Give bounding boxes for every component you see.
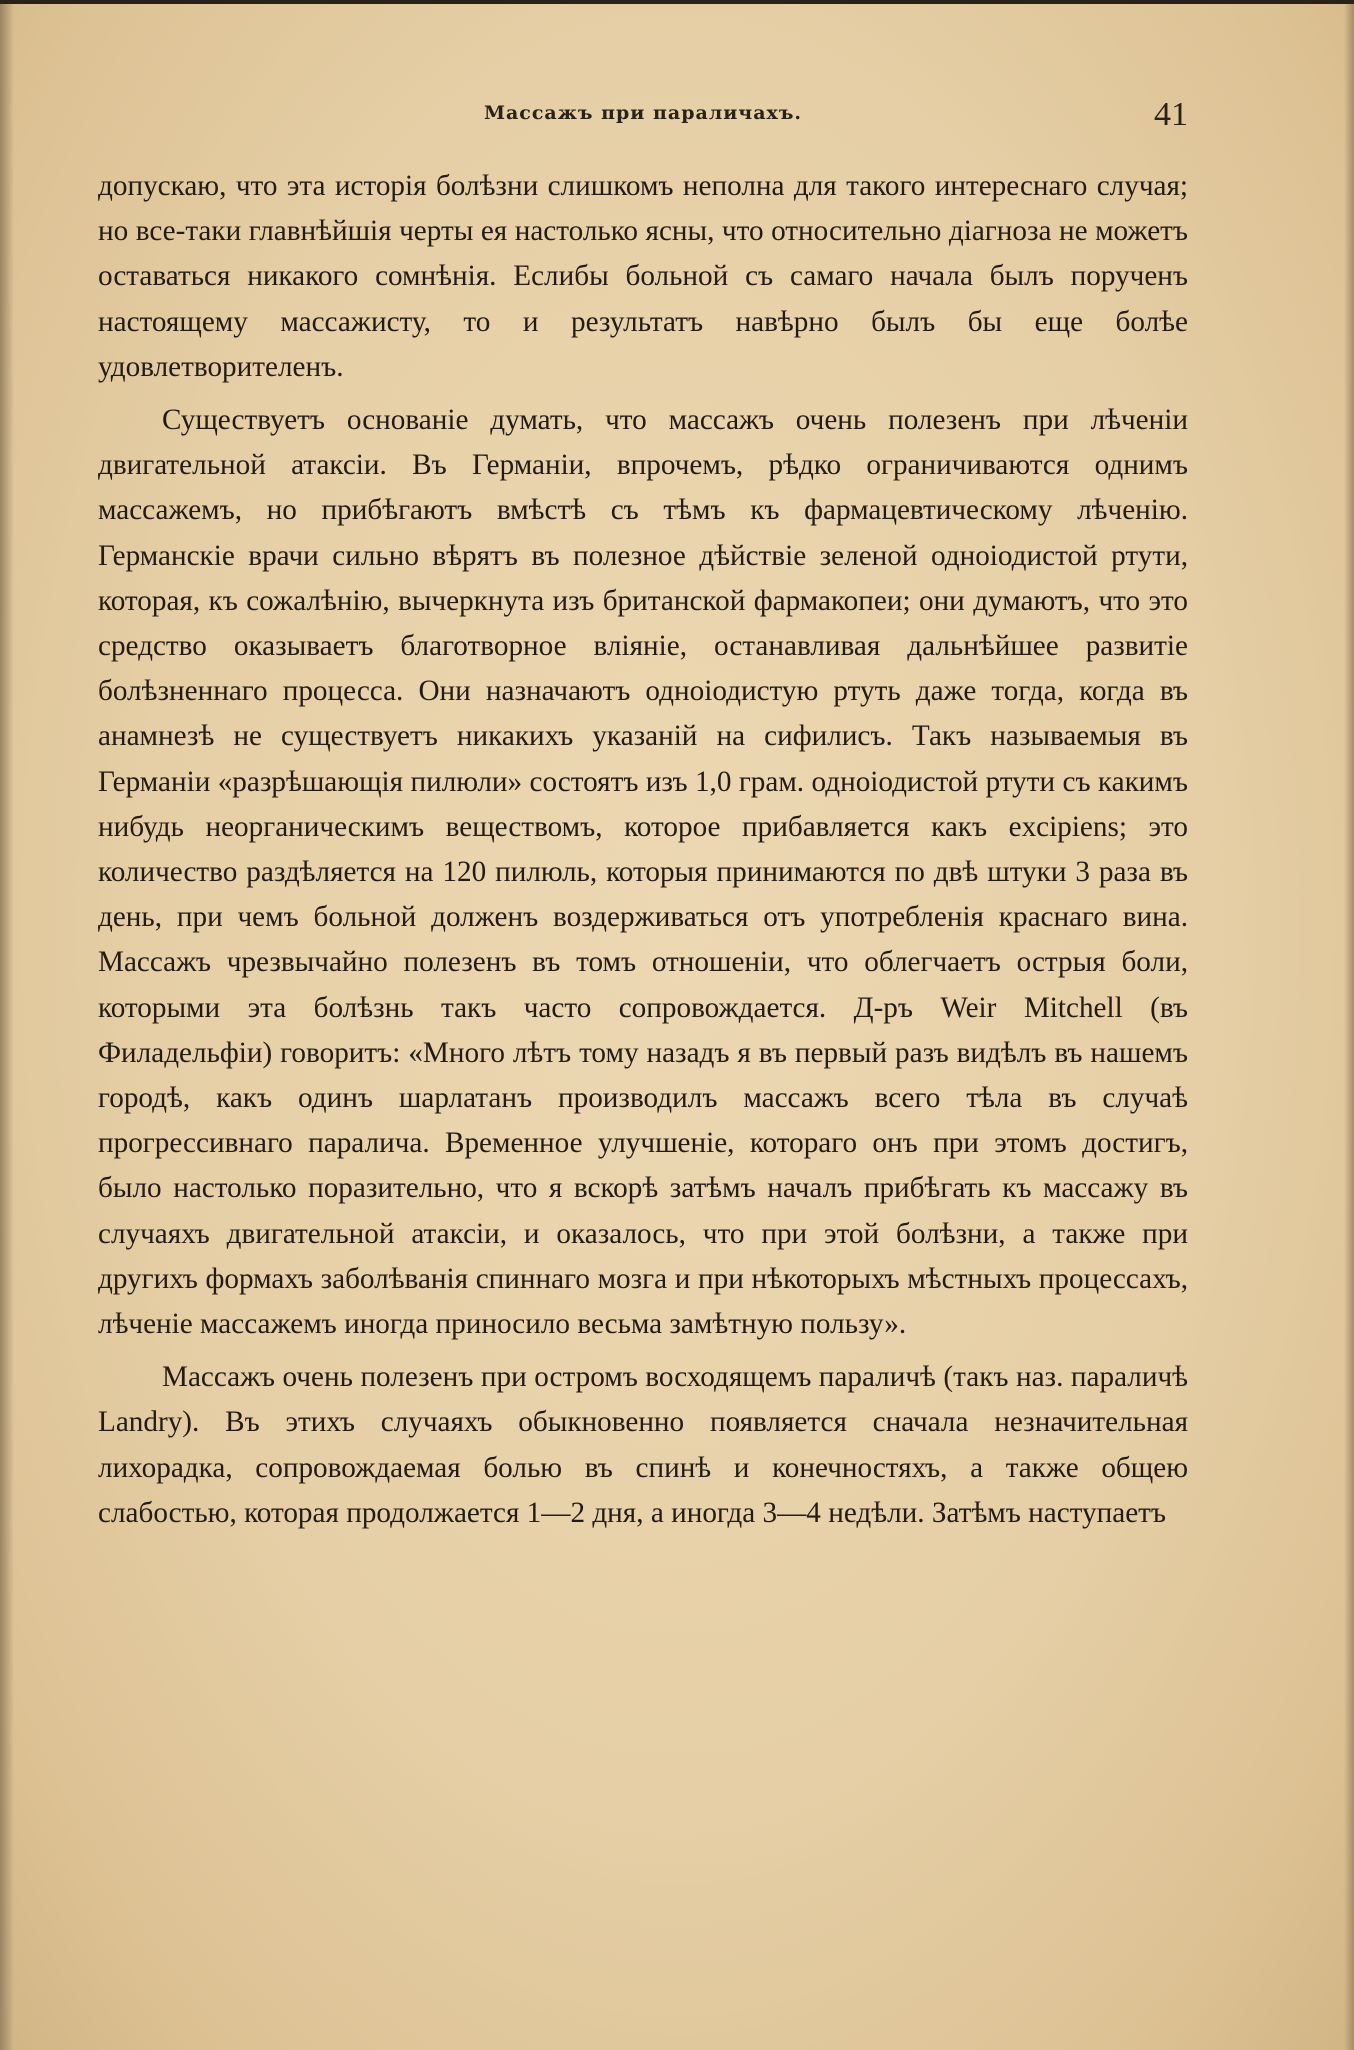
page-number: 41	[1154, 96, 1188, 133]
page-header	[98, 96, 1188, 136]
paragraph-continuation: допускаю, что эта исторія болѣзни слишкомъ неполна для такого интереснаго случая; но все-таки главнѣйшія черты ея настолько ясны, что относительно діагноза не можетъ оставаться никакого сомнѣнія. Еслибы больной съ самаго начала былъ порученъ настоящему массажисту, то и результатъ навѣрно былъ бы еще болѣе удовлетворителенъ.	[98, 170, 1188, 383]
page-right-edge-shadow	[1344, 4, 1354, 2050]
running-head: Массажъ при параличахъ.	[483, 102, 803, 124]
paragraph-ataxia: Существуетъ основаніе думать, что массажъ очень полезенъ при лѣченіи двигательной атаксіи. Въ Германіи, впрочемъ, рѣдко ограничиваются однимъ массажемъ, но прибѣгаютъ вмѣстѣ съ тѣмъ къ фармацевтическому лѣченію. Германскіе врачи сильно вѣрятъ въ полезное дѣйствіе зеленой одноіодистой ртути, которая, къ сожалѣнію, вычеркнута изъ британской фармакопеи; они думаютъ, что это средство оказываетъ благотворное вліяніе, останавливая дальнѣйшее развитіе болѣзненнаго процесса. Они назначаютъ одноіодистую ртуть даже тогда, когда въ анамнезѣ не существуетъ никакихъ указаній на сифилисъ. Такъ называемыя въ Германіи «разрѣшающія пилюли» состоятъ изъ 1,0 грам. одноіодистой ртути съ какимъ нибудь неорганическимъ веществомъ, которое прибавляется какъ excipiens; это количество раздѣляется на 120 пилюль, которыя принимаются по двѣ штуки 3 раза въ день, при чемъ больной долженъ воздерживаться отъ употребленія краснаго вина. Массажъ чрезвычайно полезенъ въ томъ отношеніи, что облегчаетъ острыя боли, которыми эта болѣзнь такъ часто сопровождается. Д-ръ Weir Mitchell (въ Филадельфіи) говоритъ: «Много лѣтъ тому назадъ я въ первый разъ видѣлъ въ нашемъ городѣ, какъ одинъ шарлатанъ производилъ массажъ всего тѣла въ случаѣ прогрессивнаго паралича. Временное улучшеніе, котораго онъ при этомъ достигъ, было настолько поразительно, что я вскорѣ затѣмъ началъ прибѣгать къ массажу въ случаяхъ двигательной атаксіи, и оказалось, что при этой болѣзни, а также при другихъ формахъ заболѣванія спиннаго мозга и при нѣкоторыхъ мѣстныхъ процессахъ, лѣченіе массажемъ иногда приносило весьма замѣтную пользу».	[98, 404, 1188, 1341]
body-text	[98, 164, 1188, 1544]
paragraph-landry-paralysis: Массажъ очень полезенъ при остромъ восходящемъ параличѣ (такъ наз. параличѣ Landry). Въ этихъ случаяхъ обыкновенно появляется сначала незначительная лихорадка, сопровождаемая болью въ спинѣ и конечностяхъ, а также общею слабостью, которая продолжается 1—2 дня, а иногда 3—4 недѣли. Затѣмъ наступаетъ	[98, 1361, 1188, 1529]
page-left-edge-shadow	[0, 4, 14, 2050]
